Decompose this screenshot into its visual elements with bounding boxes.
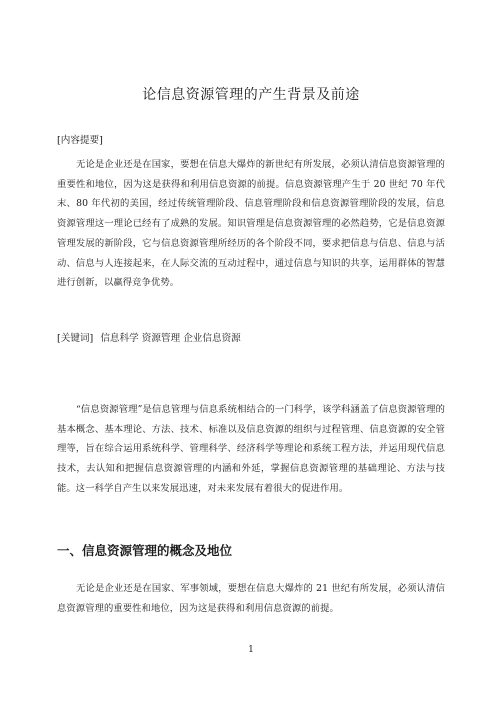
section-heading: 一、信息资源管理的概念及地位 [57, 543, 233, 558]
abstract-paragraph: 无论是企业还是在国家，要想在信息大爆炸的新世纪有所发展，必须认清信息资源管理的重要性和地位，因为这是获得和利用信息资源的前提。信息资源管理产生于 20 世纪 70 年代末、80 年代初的美国，经过传统管理阶段、信息管理阶段和信息资源管理阶段的发展，信息资源管理这一理论已经有了成熟的发展。知识管理是信息资源管理的必然趋势，它是信息资源管理发展的新阶段，它与信息资源管理所经历的各个阶段不同，要求把信息与信息、信息与活动、信息与人连接起来，在人际交流的互动过程中，通过信息与知识的共享，运用群体的智慧进行创新，以赢得竞争优势。 [57, 159, 445, 289]
keywords-line [57, 333, 241, 345]
section-paragraph: 无论是企业还是在国家、军事领域，要想在信息大爆炸的 21 世纪有所发展，必须认清信息资源管理的重要性和地位，因为这是获得和利用信息资源的前提。 [57, 583, 445, 614]
keywords-label: [关键词] [57, 333, 94, 344]
document-title: 论信息资源管理的产生背景及前途 [142, 87, 360, 103]
keywords-text: 信息科学 资源管理 企业信息资源 [100, 333, 241, 344]
abstract-label: [内容提要] [57, 135, 103, 146]
intro-paragraph: “信息资源管理”是信息管理与信息系统相结合的一门科学，该学科涵盖了信息资源管理的基本概念、基本理论、方法、技术、标准以及信息资源的组织与过程管理、信息资源的安全管理等，旨在综合运用系统科学、管理科学、经济科学等理论和系统工程方法，并运用现代信息技术，去认知和把握信息资源管理的内涵和外延，掌握信息资源管理的基础理论、方法与技能。这一科学自产生以来发展迅速，对未来发展有着很大的促进作用。 [57, 404, 445, 494]
page-number: 1 [248, 645, 254, 655]
